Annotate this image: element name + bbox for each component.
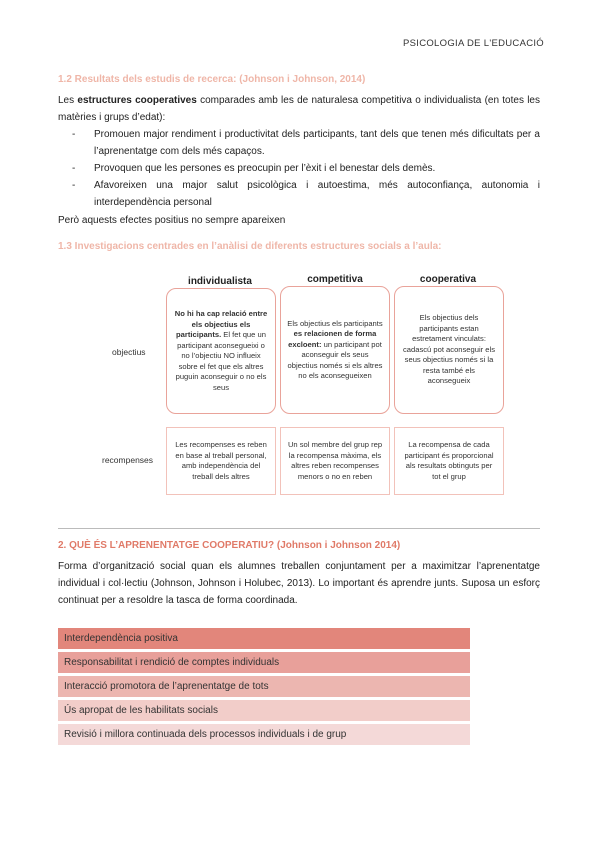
- objectius-individualista-box: [166, 288, 276, 414]
- section-1-2-intro: [58, 92, 540, 126]
- objectius-competitiva-pre: Els objectius els participants: [287, 318, 383, 328]
- objectius-individualista-bold: No hi ha cap relació entre els objectius els participants.: [174, 309, 268, 339]
- page-header: PSICOLOGIA DE L'EDUCACIÓ: [403, 38, 544, 49]
- recompenses-competitiva-box: [280, 427, 390, 495]
- element-bar-responsabilitat: Responsabilitat i rendició de comptes individuals: [58, 652, 470, 673]
- element-bar-interaccio: Interacció promotora de l’aprenentatge de tots: [58, 676, 470, 697]
- intro-bold: estructures cooperatives: [77, 95, 197, 106]
- objectius-cooperativa-text: Els objectius dels participants estan estretament vinculats: cadascú pot aconseguir els seus objectius només si la resta també els aconsegueix: [402, 313, 496, 386]
- section-divider: [58, 528, 540, 529]
- intro-suffix: comparades amb les de naturalesa competitiva o individualista (en totes les matèries i grups d’edat):: [58, 95, 540, 123]
- section-1-2-closing: Però aquests efectes positius no sempre apareixen: [58, 215, 286, 226]
- objectius-cooperativa-box: [394, 286, 504, 414]
- column-header-individualista: individualista: [188, 276, 252, 287]
- intro-prefix: Les: [58, 95, 78, 106]
- section-2-paragraph: Forma d’organització social quan els alumnes treballen conjuntament per a maximitzar l’aprenentatge individual i col·lectiu (Johnson, Johnson i Holubec, 2013). Lo important és aprendre junts. Suposa un esforç continuat per a resoldre la tasca de forma coordinada.: [58, 561, 540, 606]
- list-item: - Provoquen que les persones es preocupin per l’èxit i el benestar dels demès.: [58, 160, 540, 177]
- element-bar-interdependencia: Interdependència positiva: [58, 628, 470, 649]
- list-item: - Promouen major rendiment i productivitat dels participants, tant dels que tenen més dificultats per a l’aprenentatge com dels més capaços.: [58, 126, 540, 160]
- results-list: [58, 126, 540, 211]
- recompenses-cooperativa-box: [394, 427, 504, 495]
- objectius-competitiva-bold: es relacionen de forma excloent:: [288, 329, 377, 349]
- column-header-competitiva: competitiva: [307, 274, 363, 285]
- section-1-2-heading: 1.2 Resultats dels estudis de recerca: (Johnson i Johnson, 2014): [58, 74, 366, 85]
- list-item: - Afavoreixen una major salut psicològica i autoestima, més autoconfiança, autonomia i interdependència personal: [58, 177, 540, 211]
- objectius-individualista-text: El fet que un participant aconsegueixi o no l’objectiu NO influeix sobre el fet que els altres puguin aconseguir o no els seus: [175, 330, 267, 392]
- objectius-competitiva-box: [280, 286, 390, 414]
- row-label-recompenses: recompenses: [102, 455, 154, 465]
- recompenses-individualista-box: [166, 427, 276, 495]
- section-1-3-heading: 1.3 Investigacions centrades en l’anàlisi de diferents estructures socials a l’aula:: [58, 241, 442, 252]
- recompenses-individualista-text: Les recompenses es reben en base al treball personal, amb independència del treball dels altres: [175, 440, 267, 481]
- element-bar-habilitats: Ús apropat de les habilitats socials: [58, 700, 470, 721]
- row-label-objectius: objectius: [112, 347, 146, 357]
- column-header-cooperativa: cooperativa: [419, 274, 477, 285]
- recompenses-cooperativa-text: La recompensa de cada participant és proporcional als resultats obtinguts per tot el grup: [404, 440, 494, 481]
- element-bar-revisio: Revisió i millora continuada dels processos individuals i de grup: [58, 724, 470, 745]
- objectius-competitiva-text: un participant pot aconseguir els seus objectius només si els altres no els aconsegueixen: [287, 339, 383, 380]
- section-2-heading: 2. QUÈ ÉS L’APRENENTATGE COOPERATIU? (Johnson i Johnson 2014): [58, 540, 401, 551]
- recompenses-competitiva-text: Un sol membre del grup rep la recompensa màxima, els altres reben recompenses menors o no en reben: [287, 440, 383, 481]
